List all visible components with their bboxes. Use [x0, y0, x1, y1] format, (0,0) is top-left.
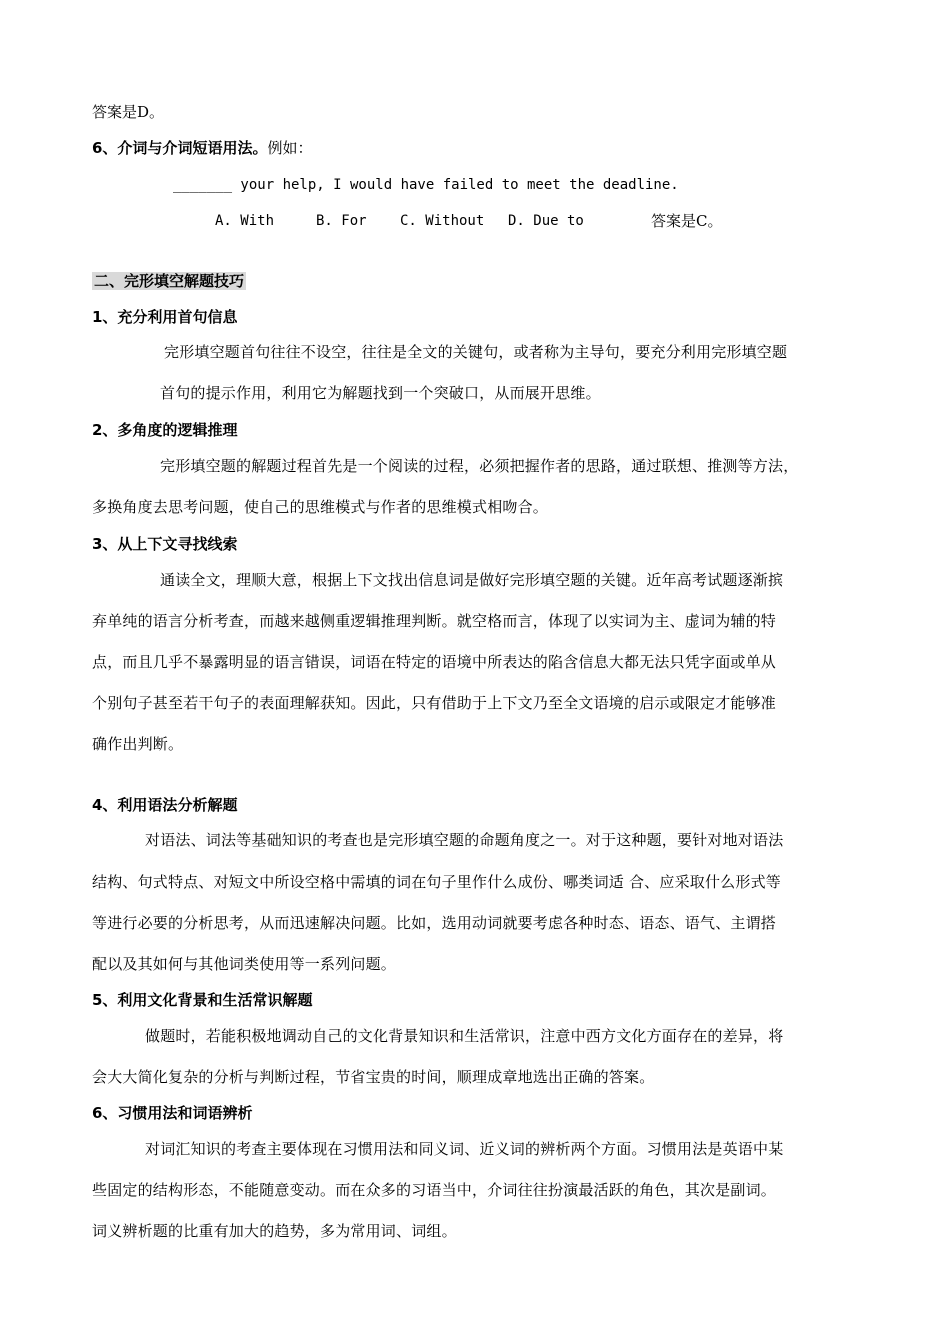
- s4-line-1: 对语法、词法等基础知识的考查也是完形填空题的命题角度之一。对于这种题，要针对地对语法: [145, 831, 784, 849]
- s3-line-1: 通读全文，理顺大意，根据上下文找出信息词是做好完形填空题的关键。近年高考试题逐渐摈: [160, 571, 784, 589]
- section2-title: 二、完形填空解题技巧: [94, 272, 245, 290]
- s3-line-5: 确作出判断。: [92, 735, 184, 753]
- s6-line-3: 词义辨析题的比重有加大的趋势，多为常用词、词组。: [92, 1222, 457, 1240]
- s3-line-3: 点，而且几乎不暴露明显的语言错误，词语在特定的语境中所表达的陷含信息大都无法只凭字面或单从: [92, 653, 777, 671]
- s5-title: 5、利用文化背景和生活常识解题: [92, 991, 313, 1009]
- s5-line-1: 做题时，若能积极地调动自己的文化背景知识和生活常识，注意中西方文化方面存在的差异，将: [145, 1027, 784, 1045]
- s1-line-2: 首句的提示作用，利用它为解题找到一个突破口，从而展开思维。: [160, 384, 601, 402]
- option-d: D. Due to: [508, 213, 584, 229]
- answer-d-line: 答案是D。: [92, 103, 165, 121]
- s5-line-2: 会大大简化复杂的分析与判断过程，节省宝贵的时间，顺理成章地选出正确的答案。: [92, 1068, 655, 1086]
- s6-line-1: 对词汇知识的考查主要体现在习惯用法和同义词、近义词的辨析两个方面。习惯用法是英语中某: [145, 1140, 784, 1158]
- s3-line-2: 弃单纯的语言分析考查，而越来越侧重逻辑推理判断。就空格而言，体现了以实词为主、虚词为辅的特: [92, 612, 777, 630]
- example-sentence: _______ your help, I would have failed to meet the deadline.: [173, 177, 679, 193]
- s2-line-2: 多换角度去思考问题，使自己的思维模式与作者的思维模式相吻合。: [92, 498, 549, 516]
- s2-title: 2、多角度的逻辑推理: [92, 421, 238, 439]
- option-b: B. For: [316, 213, 367, 229]
- option-a: A. With: [215, 213, 275, 229]
- answer-c: 答案是C。: [651, 212, 723, 230]
- section2-title-wrap: [92, 271, 246, 291]
- option-c: C. Without: [400, 213, 485, 229]
- s2-line-1: 完形填空题的解题过程首先是一个阅读的过程，必须把握作者的思路，通过联想、推测等方法，: [160, 457, 799, 475]
- s3-title: 3、从上下文寻找线索: [92, 535, 238, 553]
- s4-line-4: 配以及其如何与其他词类使用等一系列问题。: [92, 955, 397, 973]
- s4-line-3: 等进行必要的分析思考，从而迅速解决问题。比如，选用动词就要考虑各种时态、语态、语气、主谓搭: [92, 914, 777, 932]
- item6-title: 6、介词与介词短语用法。: [92, 139, 268, 157]
- s4-title: 4、利用语法分析解题: [92, 796, 238, 814]
- item6-eg: 例如：: [267, 139, 313, 157]
- s3-line-4: 个别句子甚至若干句子的表面理解获知。因此，只有借助于上下文乃至全文语境的启示或限定才能够准: [92, 694, 777, 712]
- s4-line-2: 结构、句式特点、对短文中所设空格中需填的词在句子里作什么成份、哪类词适 合、应采取什么形式等: [92, 873, 781, 891]
- item6-heading: [92, 138, 312, 158]
- s6-title: 6、习惯用法和词语辨析: [92, 1104, 253, 1122]
- s6-line-2: 些固定的结构形态，不能随意变动。而在众多的习语当中，介词往往扮演最活跃的角色，其次是副词。: [92, 1181, 777, 1199]
- s1-line-1: 完形填空题首句往往不设空，往往是全文的关键句，或者称为主导句，要充分利用完形填空题: [164, 343, 788, 361]
- s1-title: 1、充分利用首句信息: [92, 308, 238, 326]
